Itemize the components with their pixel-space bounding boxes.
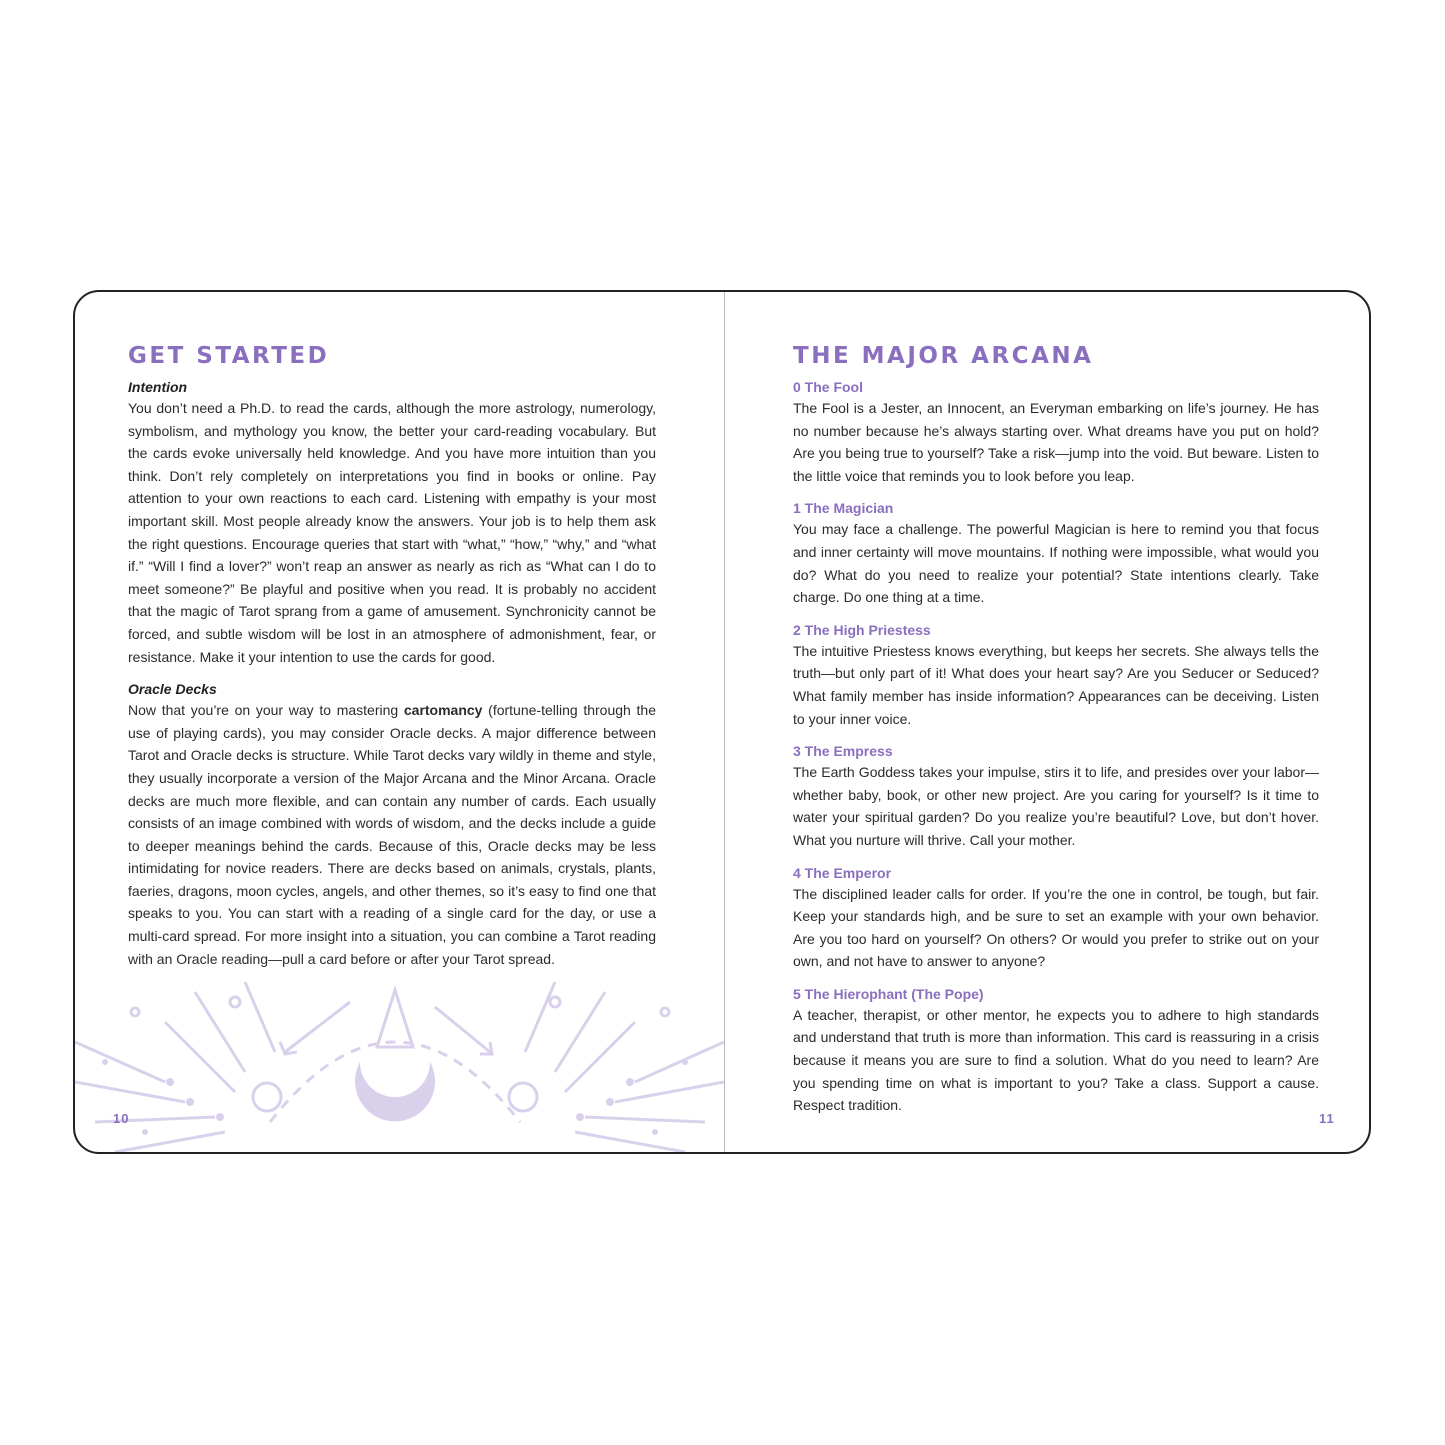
card-title-fool: 0 The Fool xyxy=(793,379,863,395)
right-page xyxy=(725,292,1371,1152)
left-page-content xyxy=(128,340,656,981)
oracle-text-start: Now that you’re on your way to mastering xyxy=(128,702,404,719)
page-title-major-arcana: THE MAJOR ARCANA xyxy=(793,343,1094,369)
cartomancy-term: cartomancy xyxy=(403,702,483,719)
card-text-magician: You may face a challenge. The powerful Magician is here to remind you that focus and inner certainty will move mountains. If nothing were impossible, what would you do? What do you need to realize your potential? State intentions clearly. Take charge. Do one thing at a time. xyxy=(793,521,1319,606)
card-title-emperor: 4 The Emperor xyxy=(793,864,892,881)
page-number-left: 10 xyxy=(113,1111,130,1126)
intention-heading: Intention xyxy=(128,379,188,395)
card-title-high-priestess: 2 The High Priestess xyxy=(793,621,931,638)
card-text-high-priestess: The intuitive Priestess knows everything, but keeps her secrets. She always tells the truth—but only part of it! What does your heart say? Are you Seducer or Seduced? What family member has inside information? Appearances can be deceiving. Listen to your inner voice. xyxy=(793,642,1319,727)
oracle-text-rest: (fortune-telling through the use of playing cards), you may consider Oracle decks. A major difference between Tarot and Oracle decks is structure. While Tarot decks vary wildly in theme and style, they usually incorporate a version of the Major Arcana and the Minor Arcana. Oracle decks are much more flexible, and can contain any number of cards. Each usually consists of an image combined with words of wisdom, and the decks include a guide to deeper meanings behind the cards. Because of this, Oracle decks may be less intimidating for novice readers. There are decks based on animals, crystals, plants, faeries, dragons, moon cycles, angels, and other themes, so it’s easy to find one that speaks to you. You can start with a reading of a single card for the day, or use a multi-card spread. For more insight into a situation, you can combine a Tarot reading with an Oracle reading—pull a card before or after your Tarot spread. xyxy=(128,702,656,967)
oracle-decks-paragraph xyxy=(128,699,656,970)
card-text-fool: The Fool is a Jester, an Innocent, an Everyman embarking on life’s journey. He has no number because he’s always starting over. What dreams have you put on hold? Are you being true to yourself? Take a risk—jump into the void. But beware. Listen to the little voice that reminds you to look before you leap. xyxy=(793,400,1319,484)
left-page xyxy=(75,292,724,1152)
intention-paragraph: You don’t need a Ph.D. to read the cards, although the more astrology, numerology, symbolism, and mythology you know, the better your card-reading vocabulary. But the cards evoke universally held knowledge. And you have more intuition than you think. Don’t rely completely on interpretations you find in books or online. Pay attention to your own reactions to each card. Listening with empathy is your most important skill. Most people already know the answers. Your job is to help them ask the right questions. Encourage queries that start with “what,” “how,” “why,” and “what if.” “Will I find a lover?” won’t reap an answer as nearly as rich as “What can I do to meet someone?” Be playful and positive when you read. It is probably no accident that the magic of Tarot sprang from a game of amusement. Synchronicity cannot be forced, and subtle wisdom will be lost in an atmosphere of admonishment, fear, or resistance. Make it your intention to use the cards for good. xyxy=(128,400,656,665)
right-page-content xyxy=(793,340,1319,1128)
card-title-empress: 3 The Empress xyxy=(793,743,893,760)
page-title: GET STARTED xyxy=(128,343,330,369)
page-number-right: 11 xyxy=(1319,1111,1335,1126)
celestial-ornament xyxy=(75,982,724,1154)
card-text-hierophant: A teacher, therapist, or other mentor, he expects you to adhere to high standards and understand that truth is more than information. This card is reassuring in a crisis because it means you are sure to find a solution. What do you need to learn? Are you spending time on what is important to you? Take a class. Support a cause. Respect tradition. xyxy=(793,1006,1319,1114)
card-title-magician: 1 The Magician xyxy=(793,500,894,517)
card-text-empress: The Earth Goddess takes your impulse, stirs it to life, and presides over your labor—whether baby, book, or other new project. Are you caring for yourself? Is it time to water your spiritual garden? Do you realize you’re beautiful? Love, but don’t hover. What you nurture will thrive. Call your mother. xyxy=(793,764,1319,848)
card-text-emperor: The disciplined leader calls for order. If you’re the one in control, be tough, but fair. Keep your standards high, and be sure to set an example with your own behavior. Are you too hard on yourself? On others? Or would you prefer to strike out on your own, and not have to answer to anyone? xyxy=(793,885,1319,970)
book-spread xyxy=(73,290,1371,1154)
oracle-decks-heading: Oracle Decks xyxy=(128,681,217,698)
card-title-hierophant: 5 The Hierophant (The Pope) xyxy=(793,985,984,1002)
